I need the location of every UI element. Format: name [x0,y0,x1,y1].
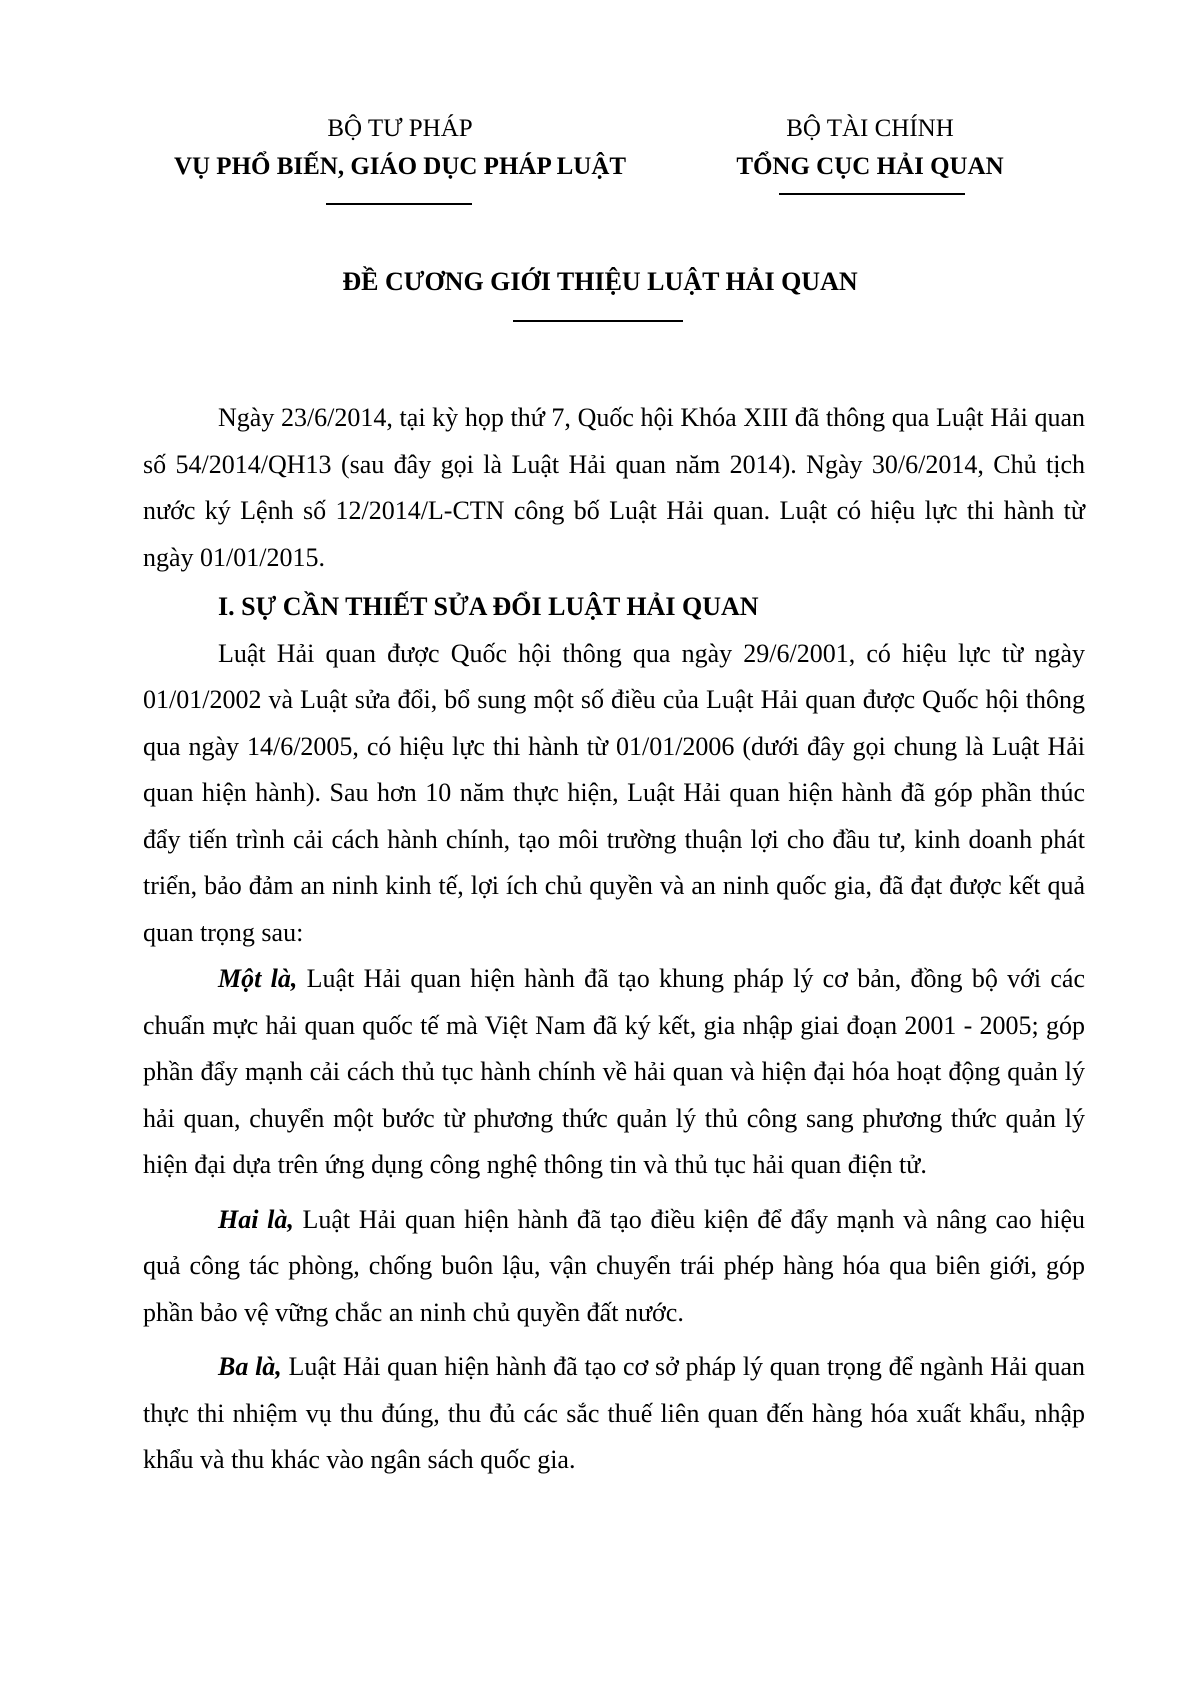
point-text: Luật Hải quan hiện hành đã tạo khung pháp lý cơ bản, đồng bộ với các chuẩn mực hải quan quốc tế mà Việt Nam đã ký kết, gia nhập giai đoạn 2001 - 2005; góp phần đẩy mạnh cải cách thủ tục hành chính về hải quan và hiện đại hóa hoạt động quản lý hải quan, chuyển một bước từ phương thức quản lý thủ công sang phương thức quản lý hiện đại dựa trên ứng dụng công nghệ thông tin và thủ tục hải quan điện tử. [143,964,1085,1179]
point-text: Luật Hải quan hiện hành đã tạo cơ sở pháp lý quan trọng để ngành Hải quan thực thi nhiệm vụ thu đúng, thu đủ các sắc thuế liên quan đến hàng hóa xuất khẩu, nhập khẩu và thu khác vào ngân sách quốc gia. [143,1352,1085,1474]
point-paragraph [143,1344,1085,1484]
customs-department-label: TỔNG CỤC HẢI QUAN [736,153,1004,180]
document-title: ĐỀ CƯƠNG GIỚI THIỆU LUẬT HẢI QUAN [342,267,858,296]
point-paragraph [143,1197,1085,1337]
header-left-divider [326,203,472,205]
title-divider [513,320,683,322]
section-paragraph: Luật Hải quan được Quốc hội thông qua ngày 29/6/2001, có hiệu lực từ ngày 01/01/2002 và Luật sửa đổi, bổ sung một số điều của Luật Hải quan được Quốc hội thông qua ngày 14/6/2005, có hiệu lực thi hành từ 01/01/2006 (dưới đây gọi chung là Luật Hải quan hiện hành). Sau hơn 10 năm thực hiện, Luật Hải quan hiện hành đã góp phần thúc đẩy tiến trình cải cách hành chính, tạo môi trường thuận lợi cho đầu tư, kinh doanh phát triển, bảo đảm an ninh kinh tế, lợi ích chủ quyền và an ninh quốc gia, đã đạt được kết quả quan trọng sau: [143,638,1085,947]
header-right-divider [779,193,965,195]
section-heading: I. SỰ CẦN THIẾT SỬA ĐỔI LUẬT HẢI QUAN [218,592,759,621]
point-lead: Hai là, [218,1204,294,1234]
point-text: Luật Hải quan hiện hành đã tạo điều kiện để đẩy mạnh và nâng cao hiệu quả công tác phòng, chống buôn lậu, vận chuyển trái phép hàng hóa qua biên giới, góp phần bảo vệ vững chắc an ninh chủ quyền đất nước. [143,1204,1086,1327]
point-lead: Một là, [218,964,298,993]
legal-education-department-label: VỤ PHỔ BIẾN, GIÁO DỤC PHÁP LUẬT [173,153,627,180]
point-lead: Ba là, [218,1352,282,1381]
ministry-of-finance-label: BỘ TÀI CHÍNH [786,115,954,142]
ministry-of-justice-label: BỘ TƯ PHÁP [327,115,473,142]
header-right-agency [715,110,1025,186]
document-body [143,395,1085,1484]
header-left-agency [130,110,670,186]
point-paragraph [143,956,1085,1189]
intro-paragraph: Ngày 23/6/2014, tại kỳ họp thứ 7, Quốc hội Khóa XIII đã thông qua Luật Hải quan số 54/2014/QH13 (sau đây gọi là Luật Hải quan năm 2014). Ngày 30/6/2014, Chủ tịch nước ký Lệnh số 12/2014/L-CTN công bố Luật Hải quan. Luật có hiệu lực thi hành từ ngày 01/01/2015. [143,403,1085,572]
